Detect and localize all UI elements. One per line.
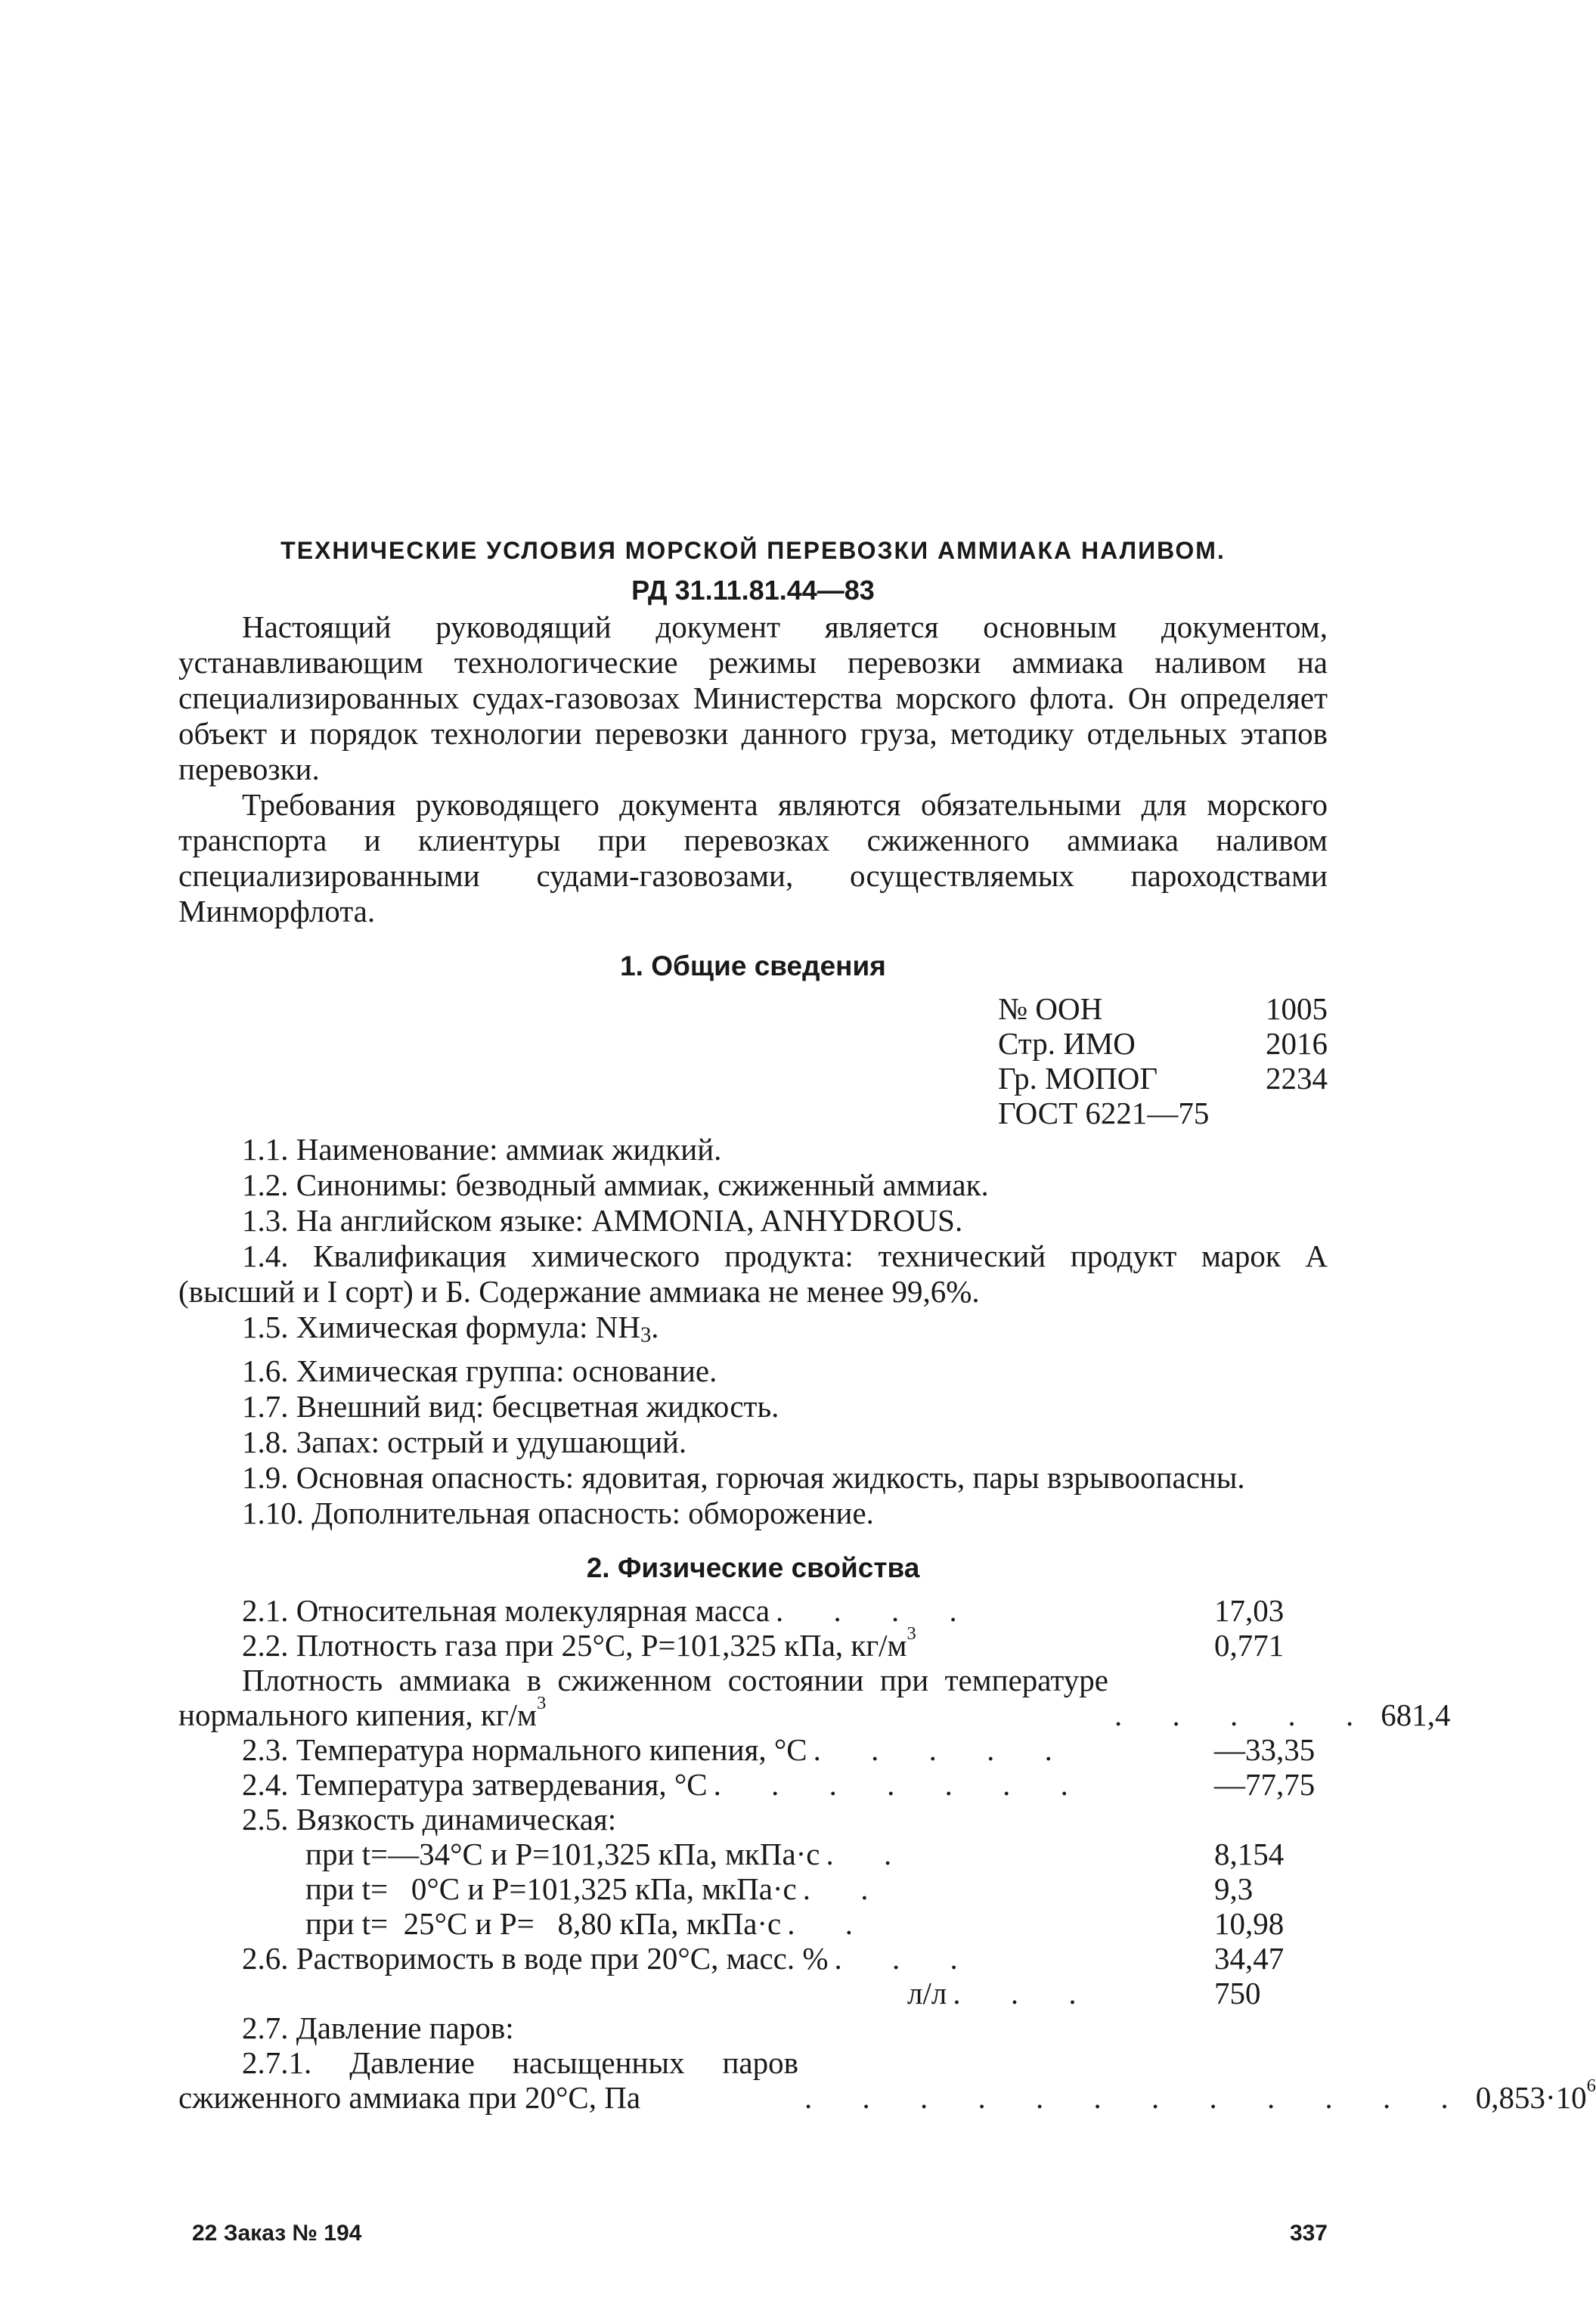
property-label: при t=—34°С и P=101,325 кПа, мкПа·с bbox=[305, 1836, 820, 1871]
property-value-text: 0,853·10 bbox=[1475, 2079, 1587, 2115]
property-value: 9,3 bbox=[1214, 1871, 1254, 1906]
intro-paragraph-2: Требования руководящего документа являются обязательными для морского транспорта и клиентуры при перевозках сжиженного аммиака наливом специализированными судами-газовозами, осуществляемых пароходствами Минморфлота. bbox=[178, 787, 1328, 928]
identifier-label: Стр. ИМО bbox=[998, 1026, 1136, 1061]
property-label: л/л bbox=[907, 1975, 947, 2010]
property-label bbox=[178, 1663, 1108, 1732]
identifier-row bbox=[998, 1096, 1328, 1130]
section-2-heading: 2. Физические свойства bbox=[586, 1552, 920, 1583]
leader-dots: . . . . . bbox=[813, 1731, 1074, 1767]
leader-dots: . . . . . . . . . . . . bbox=[804, 2079, 1470, 2115]
property-value: 0,771 bbox=[1214, 1627, 1285, 1663]
formula-text: 1.5. Химическая формула: NH bbox=[242, 1310, 640, 1344]
intro-paragraph-1: Настоящий руководящий документ является основным документом, устанавливающим технологические режимы перевозки аммиака наливом на специализированных судах-газовозах Министерства морского флота. Он определяет объект и порядок технологии перевозки данного груза, методику отдельных этапов перевозки. bbox=[178, 609, 1328, 786]
property-value bbox=[1475, 2075, 1596, 2115]
leader-dots: . . . . . bbox=[1114, 1697, 1375, 1732]
property-row bbox=[178, 1837, 1328, 1871]
section-1-heading: 1. Общие сведения bbox=[620, 950, 886, 981]
property-label: при t= 0°С и P=101,325 кПа, мкПа·с bbox=[305, 1871, 797, 1906]
formula-subscript: 3 bbox=[640, 1322, 652, 1347]
list-item: 1.10. Дополнительная опасность: обморожение. bbox=[242, 1495, 874, 1530]
property-value: 10,98 bbox=[1214, 1905, 1285, 1941]
superscript: 3 bbox=[537, 1692, 547, 1713]
leader-dots: . . bbox=[802, 1871, 890, 1906]
property-value: 8,154 bbox=[1214, 1836, 1285, 1871]
page-number: 337 bbox=[1289, 2221, 1328, 2246]
property-label-text: Плотность аммиака в сжиженном состоянии при температуре нормального кипения, кг/м bbox=[178, 1662, 1108, 1732]
leader-dots: . . . bbox=[834, 1940, 979, 1976]
list-item: 1.3. На английском языке: AMMONIA, ANHYDROUS. bbox=[242, 1203, 963, 1238]
section-1-items bbox=[178, 1132, 1328, 1531]
property-label: 2.1. Относительная молекулярная масса bbox=[242, 1592, 770, 1628]
list-item bbox=[178, 1310, 1328, 1353]
property-value: —33,35 bbox=[1214, 1731, 1316, 1767]
list-item: 1.6. Химическая группа: основание. bbox=[242, 1353, 717, 1388]
property-row bbox=[178, 1941, 1328, 1976]
leader-dots: . . . . bbox=[776, 1592, 978, 1628]
property-row bbox=[178, 1662, 1451, 1732]
leader-dots: . . . bbox=[953, 1975, 1098, 2010]
property-label bbox=[242, 1623, 916, 1663]
leader-dots: . . bbox=[787, 1905, 875, 1941]
list-item: 1.7. Внешний вид: бесцветная жидкость. bbox=[242, 1388, 779, 1424]
property-label: 2.7. Давление паров: bbox=[242, 2010, 514, 2045]
leader-dots: . . . . . . . bbox=[713, 1766, 1089, 1802]
list-item: 1.4. Квалификация химического продукта: технический продукт марок А (высший и I сорт) и Б. Содержание аммиака не менее 99,6%. bbox=[178, 1239, 1328, 1309]
identifier-value: 1005 bbox=[1266, 991, 1328, 1026]
property-row bbox=[178, 1593, 1328, 1628]
leader-dots: . . bbox=[826, 1836, 913, 1871]
property-row bbox=[178, 1906, 1328, 1941]
list-item: 1.9. Основная опасность: ядовитая, горючая жидкость, пары взрывоопасны. bbox=[242, 1459, 1245, 1495]
property-value: 750 bbox=[1214, 1975, 1261, 2010]
identifier-label: Гр. МОПОГ bbox=[998, 1061, 1158, 1096]
identifiers-block bbox=[998, 991, 1328, 1130]
property-label: 2.3. Температура нормального кипения, °С bbox=[242, 1731, 807, 1767]
list-item: 1.1. Наименование: аммиак жидкий. bbox=[242, 1132, 722, 1167]
property-row bbox=[178, 1976, 1328, 2010]
property-label: при t= 25°С и P= 8,80 кПа, мкПа·с bbox=[305, 1905, 782, 1941]
print-order-note: 22 Заказ № 194 bbox=[192, 2221, 362, 2246]
superscript: 3 bbox=[906, 1623, 916, 1644]
identifier-row bbox=[998, 1026, 1328, 1061]
property-label: 2.6. Растворимость в воде при 20°С, масс. % bbox=[242, 1940, 829, 1976]
identifier-row bbox=[998, 991, 1328, 1026]
property-row bbox=[178, 1732, 1328, 1767]
property-value: 34,47 bbox=[1214, 1940, 1285, 1976]
property-label: 2.4. Температура затвердевания, °С bbox=[242, 1766, 708, 1802]
list-item: 1.2. Синонимы: безводный аммиак, сжиженный аммиак. bbox=[242, 1167, 989, 1202]
document-code: РД 31.11.81.44—83 bbox=[631, 575, 875, 606]
property-row bbox=[178, 1871, 1328, 1906]
property-row bbox=[178, 1767, 1328, 1802]
identifier-label: № ООН bbox=[998, 991, 1103, 1026]
identifier-row bbox=[998, 1061, 1328, 1096]
property-row bbox=[178, 1623, 1328, 1663]
list-item: 1.8. Запах: острый и удушающий. bbox=[242, 1424, 687, 1459]
property-row bbox=[178, 1802, 1328, 1837]
property-row bbox=[178, 2010, 1328, 2045]
property-value: —77,75 bbox=[1214, 1766, 1316, 1802]
property-value: 681,4 bbox=[1381, 1697, 1451, 1732]
property-label: 2.7.1. Давление насыщенных паров сжиженного аммиака при 20°С, Па bbox=[178, 2045, 798, 2115]
property-label: 2.5. Вязкость динамическая: bbox=[242, 1801, 617, 1837]
document-title: ТЕХНИЧЕСКИЕ УСЛОВИЯ МОРСКОЙ ПЕРЕВОЗКИ АММИАКА НАЛИВОМ. bbox=[280, 537, 1226, 564]
superscript: 6 bbox=[1586, 2075, 1596, 2096]
property-value: 17,03 bbox=[1214, 1592, 1285, 1628]
property-label-text: 2.2. Плотность газа при 25°С, P=101,325 кПа, кг/м bbox=[242, 1627, 907, 1663]
identifier-value: 2016 bbox=[1266, 1026, 1328, 1061]
formula-end: . bbox=[651, 1310, 659, 1344]
page-footer bbox=[192, 2215, 1328, 2251]
identifier-label: ГОСТ 6221—75 bbox=[998, 1096, 1210, 1130]
identifier-value: 2234 bbox=[1266, 1061, 1328, 1096]
